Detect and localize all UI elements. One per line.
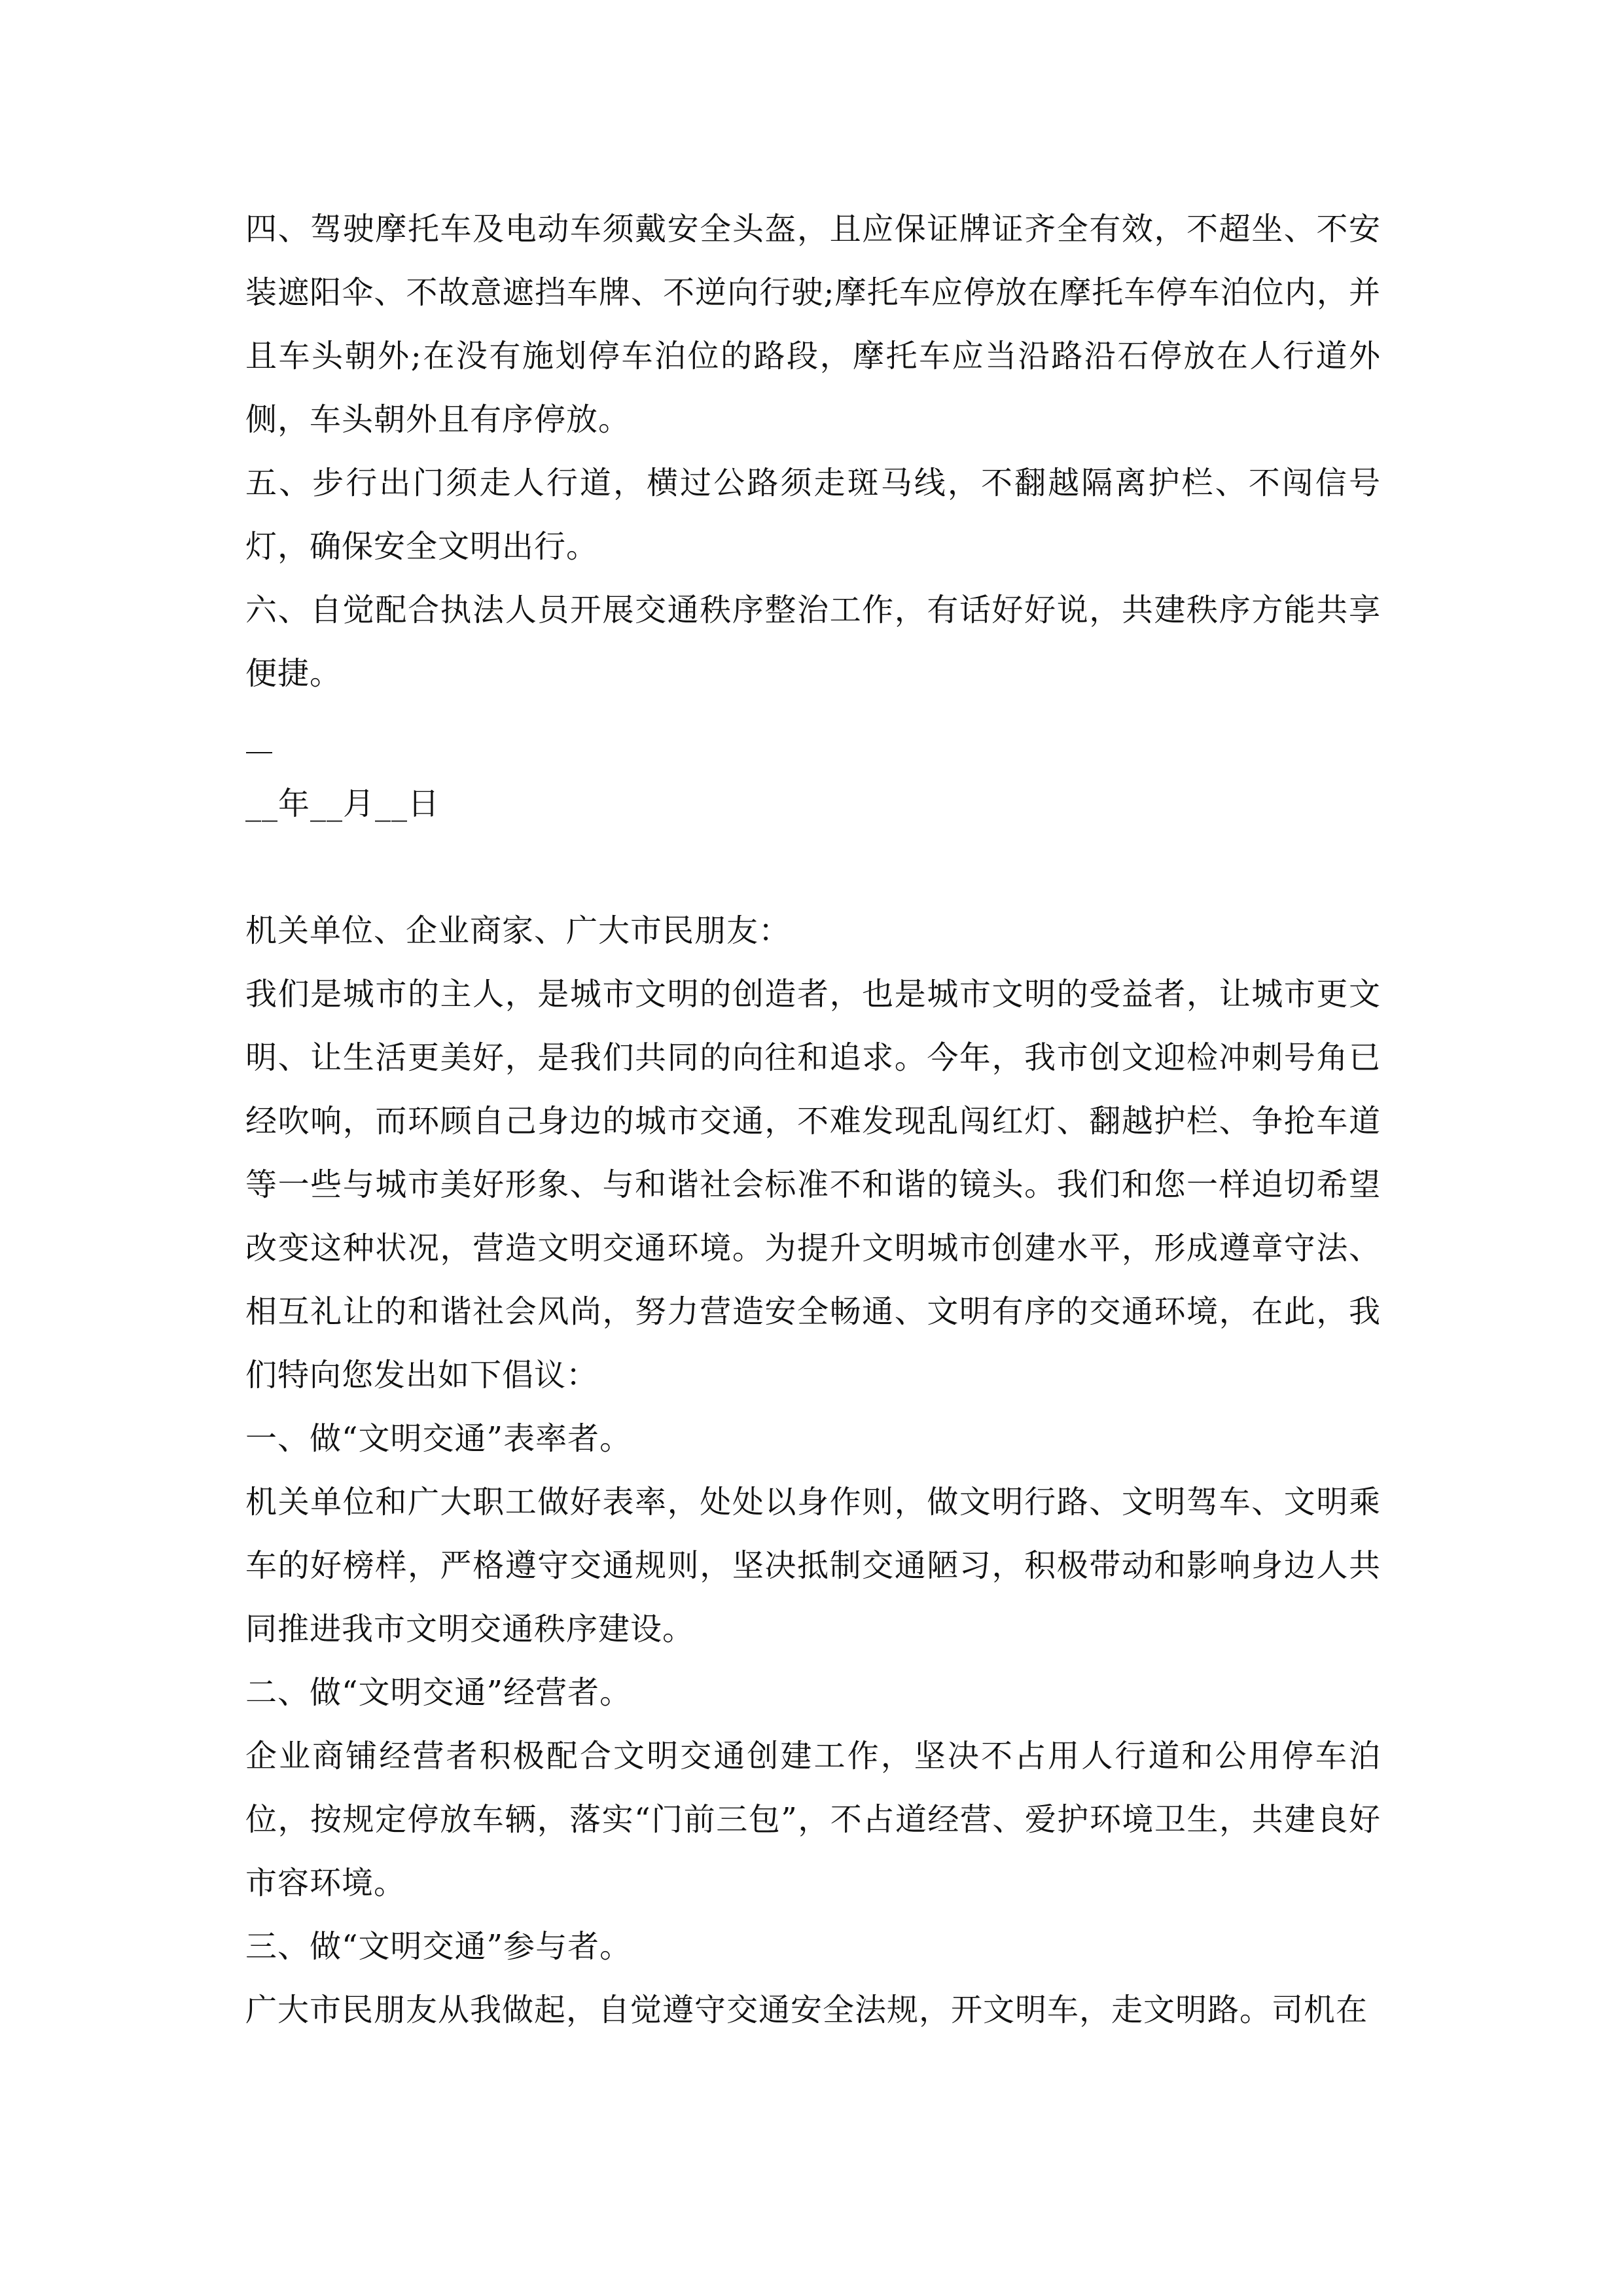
paragraph-5: 五、步行出门须走人行道，横过公路须走斑马线，不翻越隔离护栏、不闯信号灯，确保安全文明出行。 <box>245 465 1381 565</box>
paragraph-4: 四、驾驶摩托车及电动车须戴安全头盔，且应保证牌证齐全有效，不超坐、不安装遮阳伞、不故意遮挡车牌、不逆向行驶;摩托车应停放在摩托车停车泊位内，并且车头朝外;在没有施划停车泊位的路段，摩托车应当沿路沿石停放在人行道外侧，车头朝外且有序停放。 <box>245 211 1381 438</box>
date-line: __年__月__日 <box>245 785 440 822</box>
intro-paragraph: 我们是城市的主人，是城市文明的创造者，也是城市文明的受益者，让城市更文明、让生活更美好，是我们共同的向往和追求。今年，我市创文迎检冲刺号角已经吹响，而环顾自己身边的城市交通，不难发现乱闯红灯、翻越护栏、争抢车道等一些与城市美好形象、与和谐社会标准不和谐的镜头。我们和您一样迫切希望改变这种状况，营造文明交通环境。为提升文明城市创建水平，形成遵章守法、相互礼让的和谐社会风尚，努力营造安全畅通、文明有序的交通环境，在此，我们特向您发出如下倡议： <box>245 976 1381 1393</box>
item-1-body: 机关单位和广大职工做好表率，处处以身作则，做文明行路、文明驾车、文明乘车的好榜样，严格遵守交通规则，坚决抵制交通陋习，积极带动和影响身边人共同推进我市文明交通秩序建设。 <box>245 1484 1381 1647</box>
signature-line <box>246 752 272 753</box>
item-2-title: 二、做“文明交通”经营者。 <box>245 1674 632 1711</box>
item-1-title: 一、做“文明交通”表率者。 <box>245 1420 632 1457</box>
item-2-body: 企业商铺经营者积极配合文明交通创建工作，坚决不占用人行道和公用停车泊位，按规定停放车辆，落实“门前三包”，不占道经营、爱护环境卫生，共建良好市容环境。 <box>245 1738 1381 1901</box>
item-3-title: 三、做“文明交通”参与者。 <box>245 1928 632 1965</box>
paragraph-6: 六、自觉配合执法人员开展交通秩序整治工作，有话好好说，共建秩序方能共享便捷。 <box>245 592 1381 692</box>
item-3-body: 广大市民朋友从我做起，自觉遵守交通安全法规，开文明车，走文明路。司机在 <box>245 1992 1368 2028</box>
salutation: 机关单位、企业商家、广大市民朋友： <box>245 912 791 949</box>
